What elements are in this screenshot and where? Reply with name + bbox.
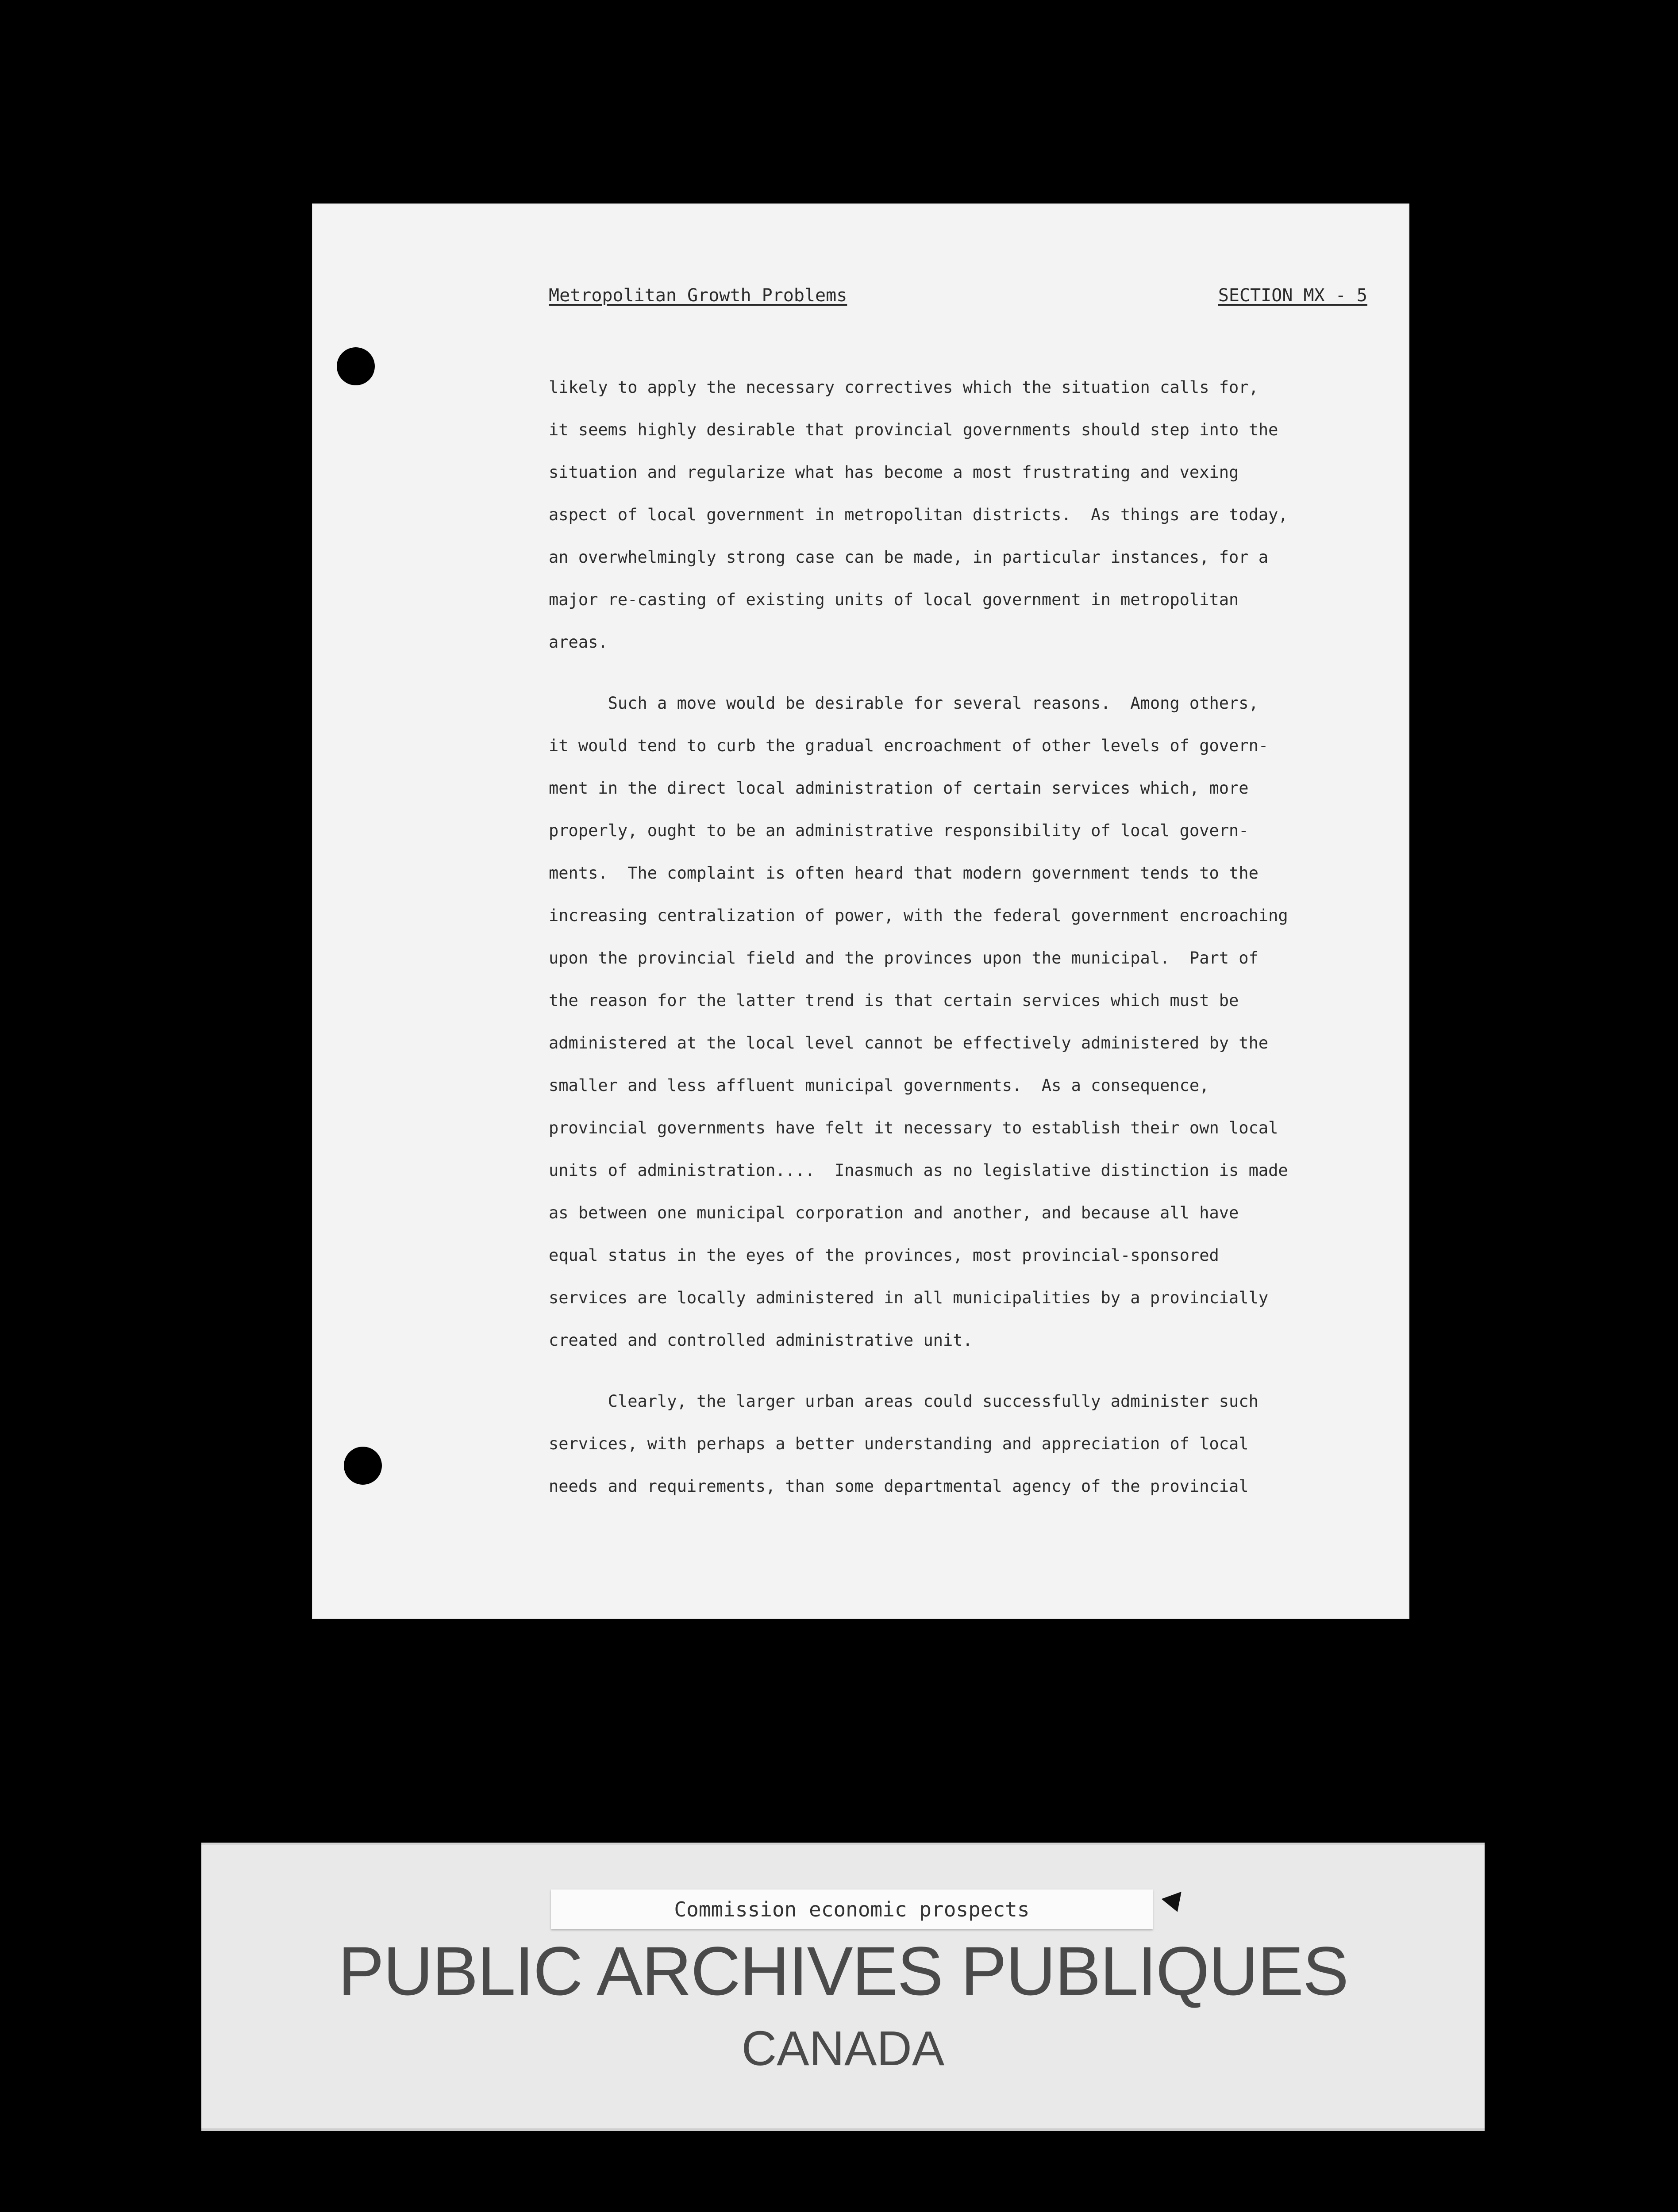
text-line: services are locally administered in all municipalities by a provincially (549, 1288, 1269, 1307)
text-line: Clearly, the larger urban areas could successfully administer such (549, 1392, 1258, 1411)
punch-hole (344, 1447, 382, 1485)
text-line: Such a move would be desirable for several reasons. Among others, (549, 694, 1258, 713)
text-line: equal status in the eyes of the provinces, most provincial-sponsored (549, 1246, 1219, 1265)
text-line: upon the provincial field and the provinces upon the municipal. Part of (549, 949, 1258, 968)
text-line: administered at the local level cannot be effectively administered by the (549, 1033, 1269, 1052)
archives-title: PUBLIC ARCHIVES PUBLIQUES (338, 1933, 1348, 2010)
text-line: smaller and less affluent municipal governments. As a consequence, (549, 1076, 1209, 1095)
text-line: increasing centralization of power, with the federal government encroaching (549, 906, 1288, 925)
text-line: the reason for the latter trend is that certain services which must be (549, 991, 1239, 1010)
body-text (549, 366, 1367, 1508)
text-line: ments. The complaint is often heard that modern government tends to the (549, 864, 1258, 883)
running-header (549, 285, 1367, 312)
text-line: needs and requirements, than some departmental agency of the provincial (549, 1477, 1249, 1496)
paragraph (549, 682, 1367, 1362)
text-line: areas. (549, 633, 608, 652)
paragraph (549, 1380, 1367, 1508)
text-line: aspect of local government in metropolitan districts. As things are today, (549, 505, 1288, 524)
text-line: it seems highly desirable that provincial governments should step into the (549, 420, 1278, 439)
header-title: Metropolitan Growth Problems (549, 285, 847, 306)
text-line: units of administration.... Inasmuch as no legislative distinction is made (549, 1161, 1288, 1180)
tape-corner-icon (1162, 1892, 1188, 1916)
punch-hole (337, 347, 375, 385)
text-line: likely to apply the necessary correctives which the situation calls for, (549, 378, 1258, 397)
text-line: situation and regularize what has become a most frustrating and vexing (549, 463, 1239, 482)
section-number: SECTION MX - 5 (1218, 285, 1367, 306)
text-line: ment in the direct local administration of certain services which, more (549, 779, 1249, 798)
paragraph (549, 366, 1367, 664)
text-line: properly, ought to be an administrative responsibility of local govern- (549, 821, 1249, 840)
text-line: it would tend to curb the gradual encroachment of other levels of govern- (549, 736, 1269, 755)
text-line: major re-casting of existing units of local government in metropolitan (549, 590, 1239, 609)
commission-strip: Commission economic prospects (551, 1889, 1153, 1929)
text-line: as between one municipal corporation and another, and because all have (549, 1203, 1239, 1222)
archives-country: CANADA (741, 2021, 945, 2076)
document-page (312, 204, 1409, 1619)
text-line: created and controlled administrative unit. (549, 1331, 973, 1350)
text-line: provincial governments have felt it necessary to establish their own local (549, 1118, 1278, 1137)
text-line: services, with perhaps a better understanding and appreciation of local (549, 1434, 1249, 1453)
text-line: an overwhelmingly strong case can be made, in particular instances, for a (549, 548, 1269, 567)
archive-label (201, 1843, 1485, 2131)
